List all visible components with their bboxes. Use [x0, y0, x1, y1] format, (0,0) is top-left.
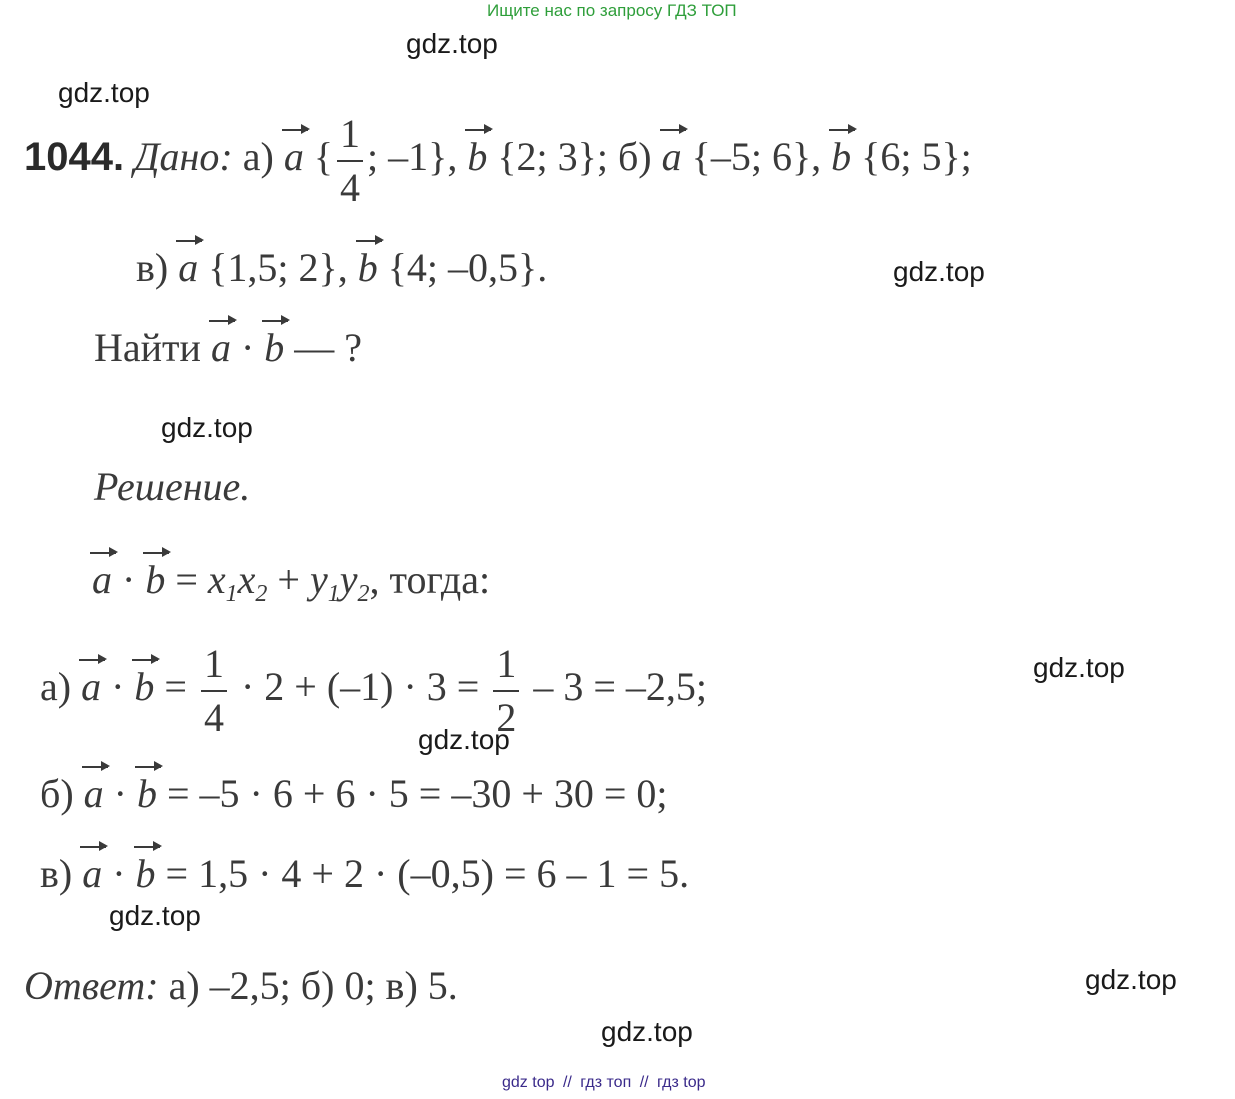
vector-a: a	[210, 325, 231, 370]
footer-link[interactable]: гдз top	[657, 1074, 706, 1091]
watermark: gdz.top	[893, 256, 985, 287]
vector-b: b	[145, 557, 166, 602]
solution-v	[40, 850, 689, 897]
footer-link[interactable]: гдз топ	[580, 1074, 632, 1091]
coords-rest: ; –1},	[367, 134, 458, 180]
vector-a: a	[661, 134, 682, 180]
footer-separator: //	[639, 1074, 649, 1091]
top-banner[interactable]: Ищите нас по запросу ГДЗ ТОП	[487, 1, 737, 20]
equals-sign: =	[175, 557, 198, 602]
footer-separator: //	[562, 1074, 572, 1091]
part-v-label: в)	[40, 851, 73, 896]
vector-a: a	[92, 557, 112, 602]
solution-b	[40, 770, 668, 817]
fraction-numerator: 1	[496, 641, 517, 686]
solution-heading: Решение.	[94, 464, 251, 509]
vector-b: b	[134, 664, 155, 710]
plus-sign: +	[277, 557, 300, 602]
x-var: x	[237, 557, 256, 602]
x1-term	[207, 557, 268, 607]
formula-tail: , тогда:	[369, 557, 491, 602]
dot-product-formula	[92, 556, 490, 608]
coords-open-brace: {	[313, 134, 334, 180]
subscript: 1	[225, 581, 238, 607]
equals-sign: =	[164, 664, 187, 710]
find-label: Найти	[94, 325, 201, 370]
expression: = –5 · 6 + 6 · 5 = –30 + 30 = 0;	[167, 771, 668, 816]
coords: {4; –0,5}.	[387, 245, 548, 290]
fraction-denominator: 2	[493, 690, 519, 738]
answer-text: а) –2,5; б) 0; в) 5.	[168, 963, 458, 1008]
vector-b: b	[264, 325, 285, 370]
coords: {1,5; 2},	[208, 245, 348, 290]
subscript: 2	[357, 581, 370, 607]
x-var: x	[207, 557, 226, 602]
vector-b: b	[831, 134, 852, 180]
fraction-one-quarter	[337, 111, 363, 210]
footer-link[interactable]: gdz top	[502, 1074, 555, 1091]
watermark: gdz.top	[161, 412, 253, 443]
given-line-1	[24, 111, 972, 210]
part-b-label: б)	[617, 134, 652, 180]
part-b-label: б)	[40, 771, 74, 816]
fraction-denominator: 4	[337, 160, 363, 208]
watermark: gdz.top	[601, 1016, 693, 1047]
part-a-label: а)	[40, 664, 72, 710]
coords: {–5; 6},	[691, 134, 822, 180]
vector-a: a	[81, 664, 102, 710]
fraction-one-quarter	[201, 641, 227, 740]
dot-operator: ·	[112, 851, 126, 896]
vector-a: a	[283, 134, 304, 180]
fraction-numerator: 1	[340, 111, 361, 156]
y-var: y	[339, 557, 358, 602]
answer-line	[24, 962, 458, 1009]
vector-b: b	[357, 245, 378, 290]
dot-operator: ·	[113, 771, 127, 816]
vector-a: a	[178, 245, 199, 290]
coords: {6; 5};	[861, 134, 972, 180]
part-a-label: а)	[242, 134, 274, 180]
vector-a: a	[82, 851, 103, 896]
vector-b: b	[137, 771, 157, 816]
fraction-numerator: 1	[203, 641, 224, 686]
footer-links	[502, 1074, 706, 1092]
expression: = 1,5 · 4 + 2 · (–0,5) = 6 – 1 = 5.	[165, 851, 690, 896]
watermark: gdz.top	[406, 28, 498, 59]
subscript: 2	[255, 581, 268, 607]
watermark: gdz.top	[109, 900, 201, 931]
watermark: gdz.top	[58, 77, 150, 108]
vector-b: b	[467, 134, 488, 180]
dot-operator: ·	[122, 557, 136, 602]
watermark: gdz.top	[418, 724, 510, 755]
fraction-denominator: 4	[201, 690, 227, 738]
given-label: Дано:	[134, 134, 233, 180]
watermark: gdz.top	[1085, 964, 1177, 995]
vector-a: a	[83, 771, 104, 816]
problem-number: 1044.	[24, 135, 125, 180]
y-term	[309, 557, 370, 607]
given-line-2	[136, 244, 547, 291]
expression: · 2 + (–1) · 3 =	[240, 664, 480, 710]
coords: {2; 3};	[497, 134, 608, 180]
subscript: 1	[327, 581, 340, 607]
dot-operator: ·	[111, 664, 125, 710]
answer-label: Ответ:	[24, 963, 159, 1008]
y-var: y	[309, 557, 328, 602]
vector-b: b	[135, 851, 156, 896]
find-rest: — ?	[294, 325, 363, 370]
fraction-one-half	[493, 641, 519, 740]
part-v-label: в)	[136, 245, 169, 290]
watermark: gdz.top	[1033, 652, 1125, 683]
dot-operator: ·	[240, 325, 255, 370]
expression-end: – 3 = –2,5;	[533, 664, 708, 710]
find-line	[94, 324, 362, 371]
